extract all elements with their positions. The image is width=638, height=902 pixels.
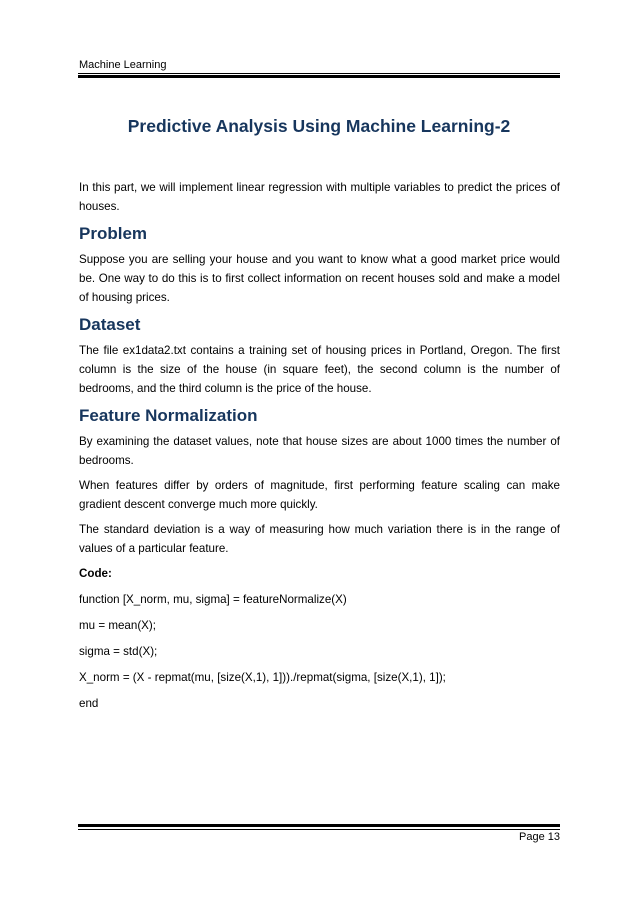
dataset-paragraph: The file ex1data2.txt contains a training set of housing prices in Portland, Oregon. The first column is the size of the house (in square feet), the second column is the number of bedrooms, and the third column is the price of the house. — [79, 344, 560, 395]
header-rule-thick — [78, 75, 560, 78]
footer-rule-thin — [78, 829, 560, 830]
feature-normalization-heading: Feature Normalization — [79, 406, 258, 425]
code-line: sigma = std(X); — [79, 645, 158, 658]
code-line: X_norm = (X - repmat(mu, [size(X,1), 1]))./repmat(sigma, [size(X,1), 1]); — [79, 671, 446, 684]
header-rule-thin — [78, 73, 560, 74]
document-title: Predictive Analysis Using Machine Learning-2 — [127, 116, 511, 136]
code-line: mu = mean(X); — [79, 619, 156, 632]
dataset-heading: Dataset — [79, 315, 141, 334]
code-line: function [X_norm, mu, sigma] = featureNormalize(X) — [79, 593, 347, 606]
footer-rule-thick — [78, 824, 560, 827]
code-label: Code: — [79, 567, 112, 580]
feature-normalization-paragraph-1: By examining the dataset values, note that house sizes are about 1000 times the number of bedrooms. — [79, 435, 560, 467]
intro-paragraph: In this part, we will implement linear regression with multiple variables to predict the prices of houses. — [79, 181, 560, 213]
feature-normalization-paragraph-2: When features differ by orders of magnitude, first performing feature scaling can make gradient descent converge much more quickly. — [79, 479, 560, 511]
feature-normalization-paragraph-3: The standard deviation is a way of measuring how much variation there is in the range of values of a particular feature. — [79, 523, 560, 555]
page-number: Page 13 — [519, 831, 560, 843]
code-line: end — [79, 697, 99, 710]
running-header: Machine Learning — [79, 59, 167, 71]
document-body — [79, 178, 560, 713]
problem-heading: Problem — [79, 224, 148, 243]
problem-paragraph: Suppose you are selling your house and you want to know what a good market price would be. One way to do this is to first collect information on recent houses sold and make a model of housing prices. — [79, 253, 560, 304]
